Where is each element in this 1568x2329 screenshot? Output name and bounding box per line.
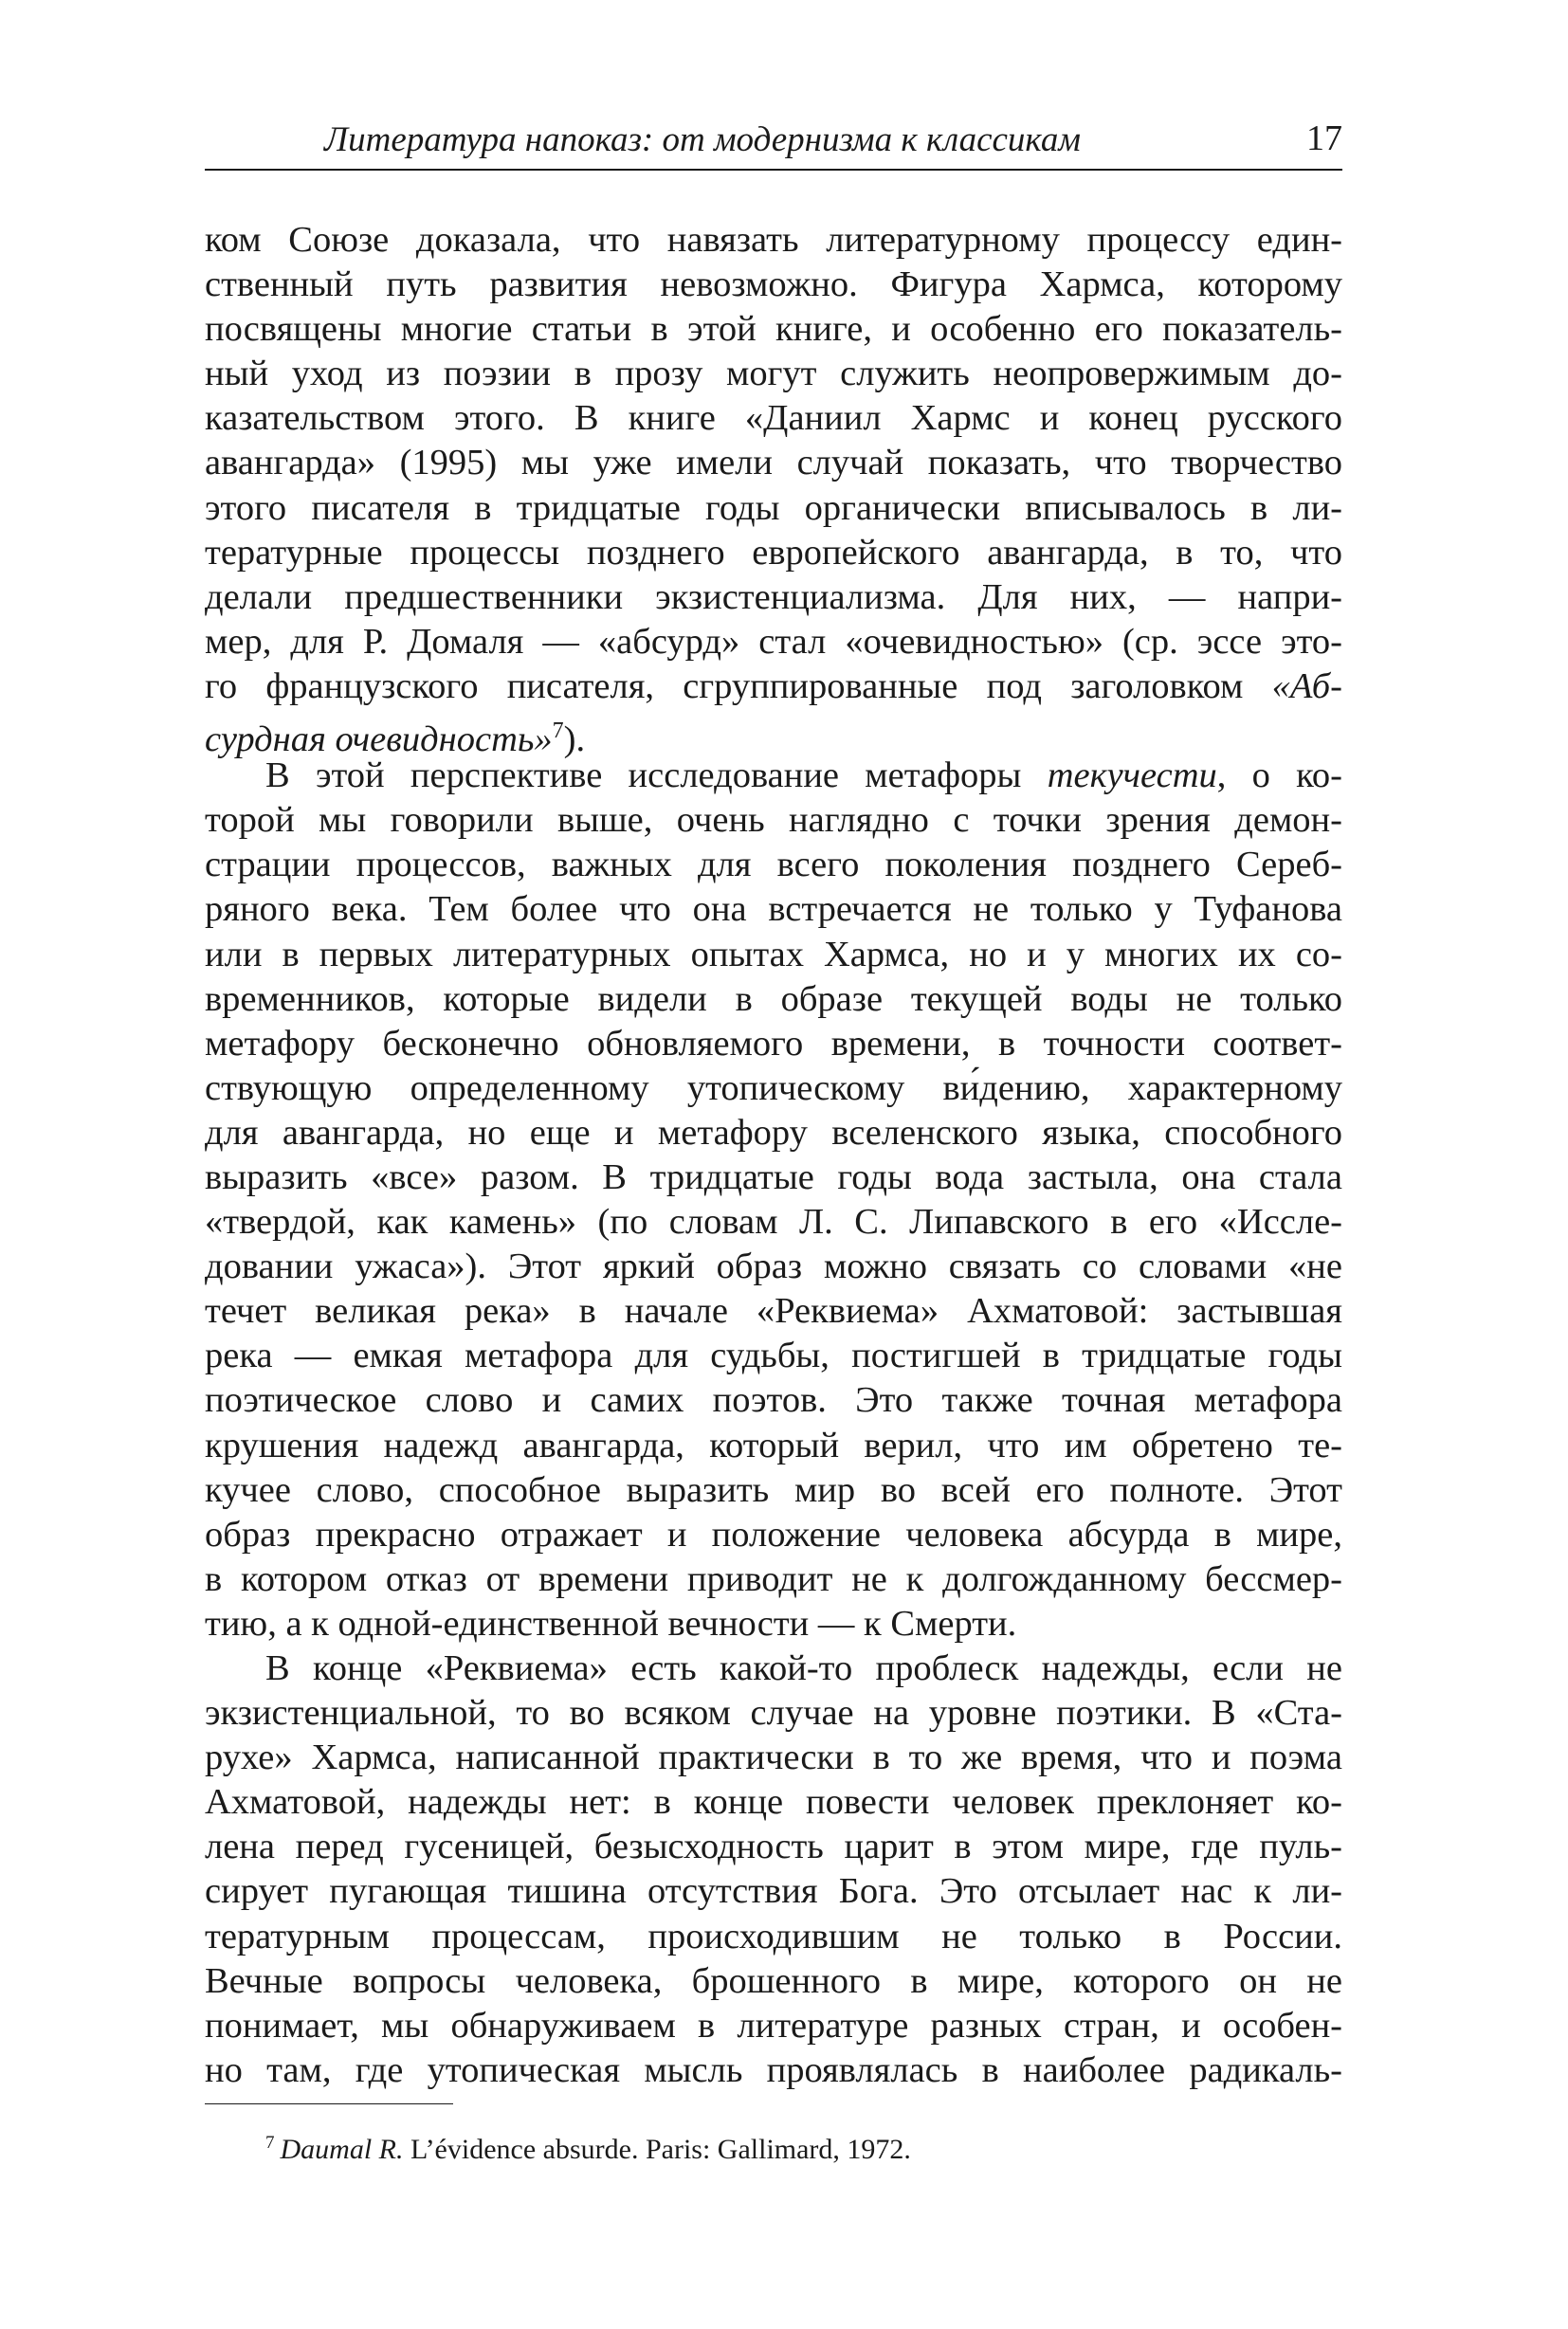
text-line [205, 1066, 1342, 1111]
text-line [205, 664, 1342, 709]
text-span: течет великая река» в начале «Реквиема» Ахматовой: застывшая [205, 1291, 1342, 1332]
italic-text: «Аб- [1271, 665, 1342, 706]
text-line [205, 1111, 1342, 1155]
text-span: Ахматовой, надежды нет: в конце повести человек преклоняет ко- [205, 1782, 1342, 1823]
text-line [205, 1513, 1342, 1557]
text-span: ный уход из поэзии в прозу могут служить неопровержимым до- [205, 354, 1342, 394]
text-span: образ прекрасно отражает и положение человека абсурда в мире, [205, 1514, 1342, 1555]
text-span: тературным процессам, происходившим не только в России. [205, 1916, 1342, 1956]
text-span: или в первых литературных опытах Хармса, но и у многих их со- [205, 934, 1342, 974]
text-line [205, 2048, 1342, 2093]
text-span: в котором отказ от времени приводит не к долгожданному бессмер- [205, 1558, 1342, 1599]
text-span: для авангарда, но еще и метафору вселенского языка, способного [205, 1112, 1342, 1153]
text-span: понимает, мы обнаруживаем в литературе разных стран, и особен- [205, 2005, 1342, 2046]
text-line [205, 1334, 1342, 1378]
text-line [205, 441, 1342, 485]
text-span: крушения надежд авангарда, который верил, что им обретено те- [205, 1425, 1342, 1465]
text-span: казательством этого. В книге «Даниил Хармс и конец русского [205, 398, 1342, 439]
page-number: 17 [1306, 118, 1342, 158]
text-line [205, 1155, 1342, 1200]
text-span: , о ко- [1216, 755, 1342, 796]
text-span: страции процессов, важных для всего поколения позднего Сереб- [205, 845, 1342, 885]
text-line [205, 754, 1342, 798]
text-span: «твердой, как камень» (по словам Л. С. Липавского в его «Иссле- [205, 1202, 1342, 1243]
text-span: этого писателя в тридцатые годы органически вписывалось в ли- [205, 487, 1342, 528]
text-line [205, 1378, 1342, 1423]
text-line [205, 1736, 1342, 1780]
text-span: кучее слово, способное выразить мир во всей его полноте. Этот [205, 1469, 1342, 1510]
text-line [205, 933, 1342, 977]
text-span: ствующую определенному утопическому ви́дению, характерному [205, 1067, 1342, 1108]
text-line [205, 1424, 1342, 1468]
text-span: тию, а к одной-единственной вечности — к Смерти. [205, 1603, 1017, 1644]
text-span: В этой перспективе исследование метафоры [265, 755, 1048, 796]
footnote [265, 2133, 911, 2166]
text-span: метафору бесконечно обновляемого времени, в точности соответ- [205, 1023, 1342, 1064]
text-line [205, 352, 1342, 396]
text-line [205, 2004, 1342, 2048]
text-line [205, 1647, 1342, 1691]
body-text [205, 218, 1342, 2093]
footnote-number: 7 [265, 2133, 275, 2153]
text-span: делали предшественники экзистенциализма. Для них, — напри- [205, 576, 1342, 617]
text-span: Вечные вопросы человека, брошенного в мире, которого он не [205, 1960, 1342, 2001]
text-span: река — емкая метафора для судьбы, постигшей в тридцатые годы [205, 1336, 1342, 1376]
text-span: В конце «Реквиема» есть какой-то проблеск надежды, если не [265, 1648, 1342, 1688]
italic-text: текучести [1047, 755, 1217, 796]
running-head [205, 112, 1342, 171]
text-span: мер, для Р. Домаля — «абсурд» стал «очевидностью» (ср. эссе это- [205, 621, 1342, 662]
text-line [205, 1959, 1342, 2004]
text-line [205, 1602, 1342, 1647]
text-line [205, 1022, 1342, 1066]
text-span: лена перед гусеницей, безысходность царит в этом мире, где пуль- [205, 1827, 1342, 1867]
text-line [205, 1557, 1342, 1602]
text-span: авангарда» (1995) мы уже имели случай показать, что творчество [205, 443, 1342, 483]
footnote-separator [205, 2103, 453, 2104]
text-line [205, 977, 1342, 1022]
text-line [205, 1468, 1342, 1513]
text-line [205, 1780, 1342, 1825]
text-line [205, 1245, 1342, 1289]
text-span: довании ужаса»). Этот яркий образ можно связать со словами «не [205, 1246, 1342, 1287]
text-span: торой мы говорили выше, очень наглядно с точки зрения демон- [205, 800, 1342, 841]
text-line [205, 1915, 1342, 1959]
text-line [205, 1200, 1342, 1245]
text-line [205, 1869, 1342, 1914]
text-span: ком Союзе доказала, что навязать литературному процессу един- [205, 220, 1342, 260]
text-span: временников, которые видели в образе текущей воды не только [205, 978, 1342, 1019]
text-line [205, 798, 1342, 843]
text-span: но там, где утопическая мысль проявлялась в наиболее радикаль- [205, 2049, 1342, 2090]
text-line [205, 1691, 1342, 1736]
text-line [205, 843, 1342, 887]
text-line [205, 307, 1342, 352]
running-title: Литература напоказ: от модернизма к классикам [324, 120, 1081, 159]
text-span: го французского писателя, сгруппированные под заголовком [205, 665, 1272, 706]
text-span: ). [563, 719, 586, 759]
footnote-author: Daumal R. [280, 2134, 404, 2165]
text-line [205, 575, 1342, 620]
text-line [205, 263, 1342, 307]
text-line [205, 1289, 1342, 1334]
text-line [205, 1825, 1342, 1869]
footnote-text: L’évidence absurde. Paris: Gallimard, 1972. [403, 2134, 911, 2165]
text-line [205, 396, 1342, 441]
text-line [205, 620, 1342, 664]
text-span: поэтическое слово и самих поэтов. Это также точная метафора [205, 1380, 1342, 1421]
text-span: тературные процессы позднего европейского авангарда, в то, что [205, 532, 1342, 573]
text-line [205, 218, 1342, 263]
footnote-ref: 7 [552, 719, 564, 744]
italic-text: сурдная очевидность» [205, 719, 553, 759]
text-line [205, 531, 1342, 575]
text-span: выразить «все» разом. В тридцатые годы вода застыла, она стала [205, 1156, 1342, 1197]
text-span: экзистенциальной, то во всяком случае на уровне поэтики. В «Ста- [205, 1693, 1342, 1734]
text-span: посвящены многие статьи в этой книге, и особенно его показатель- [205, 309, 1342, 350]
text-span: рухе» Хармса, написанной практически в то же время, что и поэма [205, 1738, 1342, 1778]
text-line [205, 887, 1342, 932]
text-line [205, 486, 1342, 531]
text-span: ственный путь развития невозможно. Фигура Хармса, которому [205, 264, 1342, 305]
text-span: сирует пугающая тишина отсутствия Бога. Это отсылает нас к ли- [205, 1871, 1342, 1912]
text-line [205, 709, 1342, 759]
text-span: ряного века. Тем более что она встречается не только у Туфанова [205, 889, 1342, 930]
